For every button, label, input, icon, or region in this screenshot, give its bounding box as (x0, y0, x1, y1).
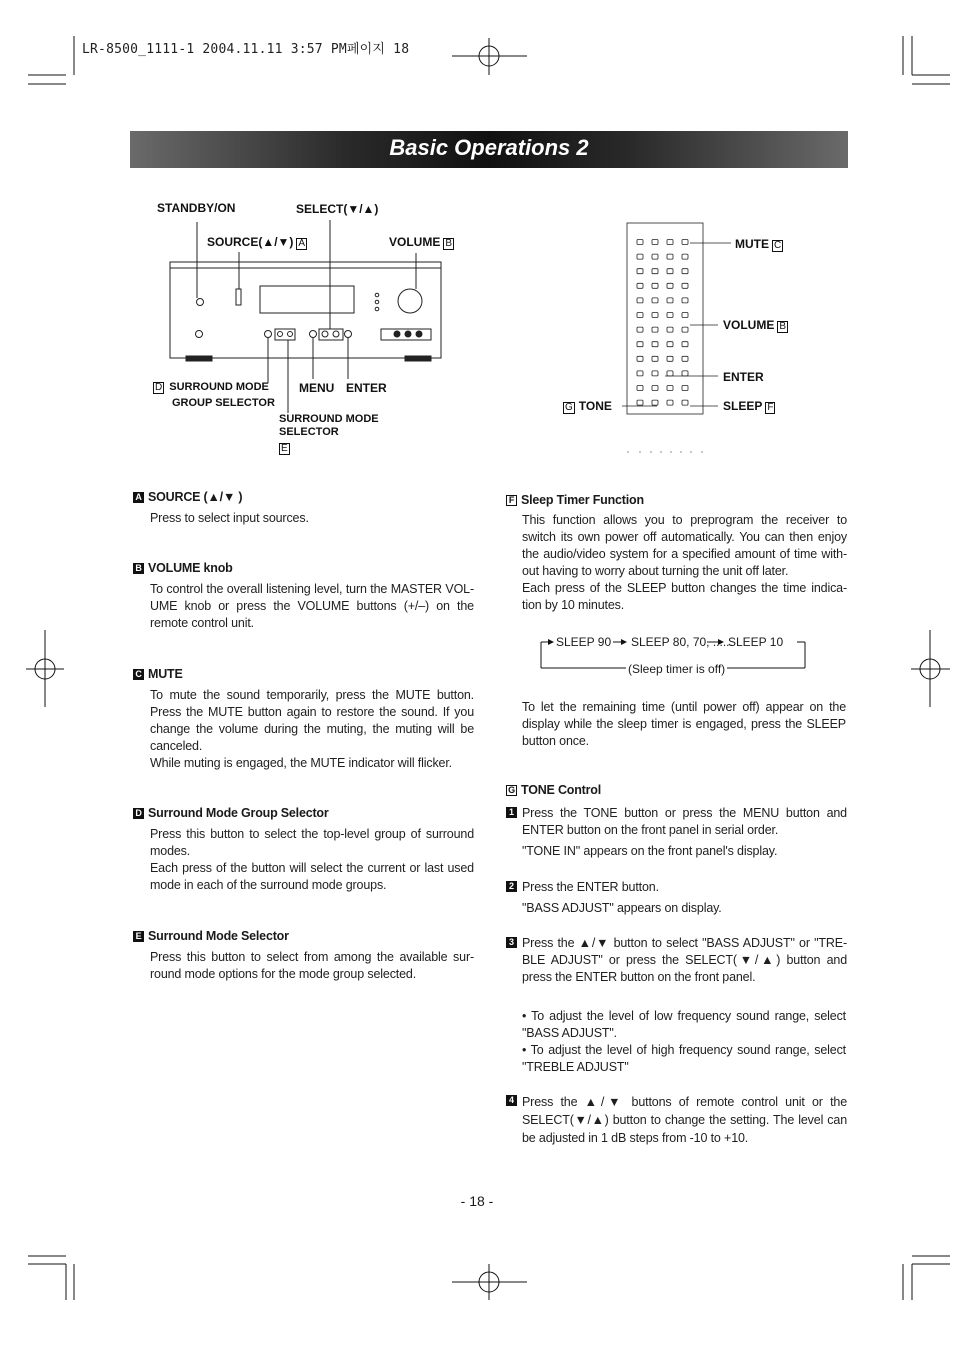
sleep-flow-off: (Sleep timer is off) (628, 662, 726, 676)
tone-step-4: 4 Press the ▲/▼ buttons of remote control unit or the SELECT(▼/▲) button to change the setting. The level can be adjusted in 1 dB steps from -10 to +10. (506, 1093, 847, 1147)
remote-tone-label: G TONE (565, 399, 612, 413)
remote-volume-key: B (779, 321, 787, 332)
sleep-flow-90: SLEEP 90 (556, 635, 612, 649)
remote-mute-label: MUTE C (735, 237, 782, 251)
remote-sleep-label: SLEEP F (723, 399, 774, 413)
remote-enter-label: ENTER (723, 370, 764, 384)
surround-group-label: D SURROUND MODE GROUP SELECTOR (155, 381, 275, 409)
sleep-after-text: To let the remaining time (until power off) appear on the display while the sleep timer is engaged, press the SLEEP button once. (522, 700, 846, 748)
section-surround-mode: E Surround Mode Selector Press this button to select from among the available sur-round mode options for the mode group selected. (133, 929, 474, 983)
tone-step-3: 3 Press the ▲/▼ button to select "BASS ADJUST" or "TRE-BLE ADJUST" or press the SELECT(▼/▲) button and press the ENTER button on the front panel. (506, 935, 847, 986)
sleep-flow-10: SLEEP 10 (728, 635, 784, 649)
remote-tone-key: G (565, 402, 573, 413)
print-header: LR-8500_1111-1 2004.11.11 3:57 PM페이지 18 (82, 42, 410, 57)
menu-label: MENU (299, 381, 335, 395)
section-mute: C MUTE To mute the sound temporarily, press the MUTE button. Press the MUTE button again to restore the sound. If you change the volume during the muting, the muting will be canceled. While muting is engaged, the MUTE indicator will flicker. (133, 667, 474, 772)
remote-volume-label: VOLUME B (723, 318, 787, 332)
surround-mode-key: E (281, 443, 288, 454)
section-sleep: F Sleep Timer Function This function allows you to preprogram the receiver to switch its own power off automatically. You can then enjoy the audio/video system for a specified amount of time with-out having to worry about turning the unit off later. Each press of the SLEEP button changes the time indica-tion by 10 minutes. (506, 493, 847, 614)
section-source: A SOURCE (▲/▼ ) Press to select input sources. (133, 490, 474, 527)
enter-label: ENTER (346, 381, 387, 395)
source-key: A (298, 238, 306, 249)
sleep-flow-80: SLEEP 80, 70, ...... (631, 635, 733, 649)
volume-label: VOLUME B (389, 235, 453, 249)
page-number: - 18 - (460, 1193, 494, 1209)
surround-group-key: D (155, 382, 163, 393)
section-volume: B VOLUME knob To control the overall listening level, turn the MASTER VOL-UME knob or press the VOLUME buttons (+/–) on the remote control unit. (133, 561, 474, 632)
standby-label: STANDBY/ON (157, 201, 236, 215)
surround-mode-label: SURROUND MODE SELECTOR E (279, 413, 379, 454)
remote-sleep-key: F (767, 402, 774, 413)
section-tone: G TONE Control (506, 783, 847, 797)
section-surround-group: D Surround Mode Group Selector Press this button to select the top-level group of surround modes. Each press of the button will select the current or last used mode in each of the surround mode groups. (133, 806, 474, 894)
source-label: SOURCE(▲/▼) A (207, 235, 306, 249)
tone-bullets: • To adjust the level of low frequency sound range, select "BASS ADJUST". • To adjust the level of high frequency sound range, select "TREBLE ADJUST" (522, 1009, 846, 1074)
tone-step-2: 2 Press the ENTER button. "BASS ADJUST" appears on display. (506, 879, 847, 917)
select-label: SELECT(▼/▲) (296, 202, 379, 216)
tone-step-1: 1 Press the TONE button or press the MENU button and ENTER button on the front panel in serial order. "TONE IN" appears on the front panel's display. (506, 805, 847, 860)
volume-key: B (445, 238, 453, 249)
remote-mute-key: C (774, 240, 782, 251)
page-title: Basic Operations 2 (389, 135, 589, 160)
